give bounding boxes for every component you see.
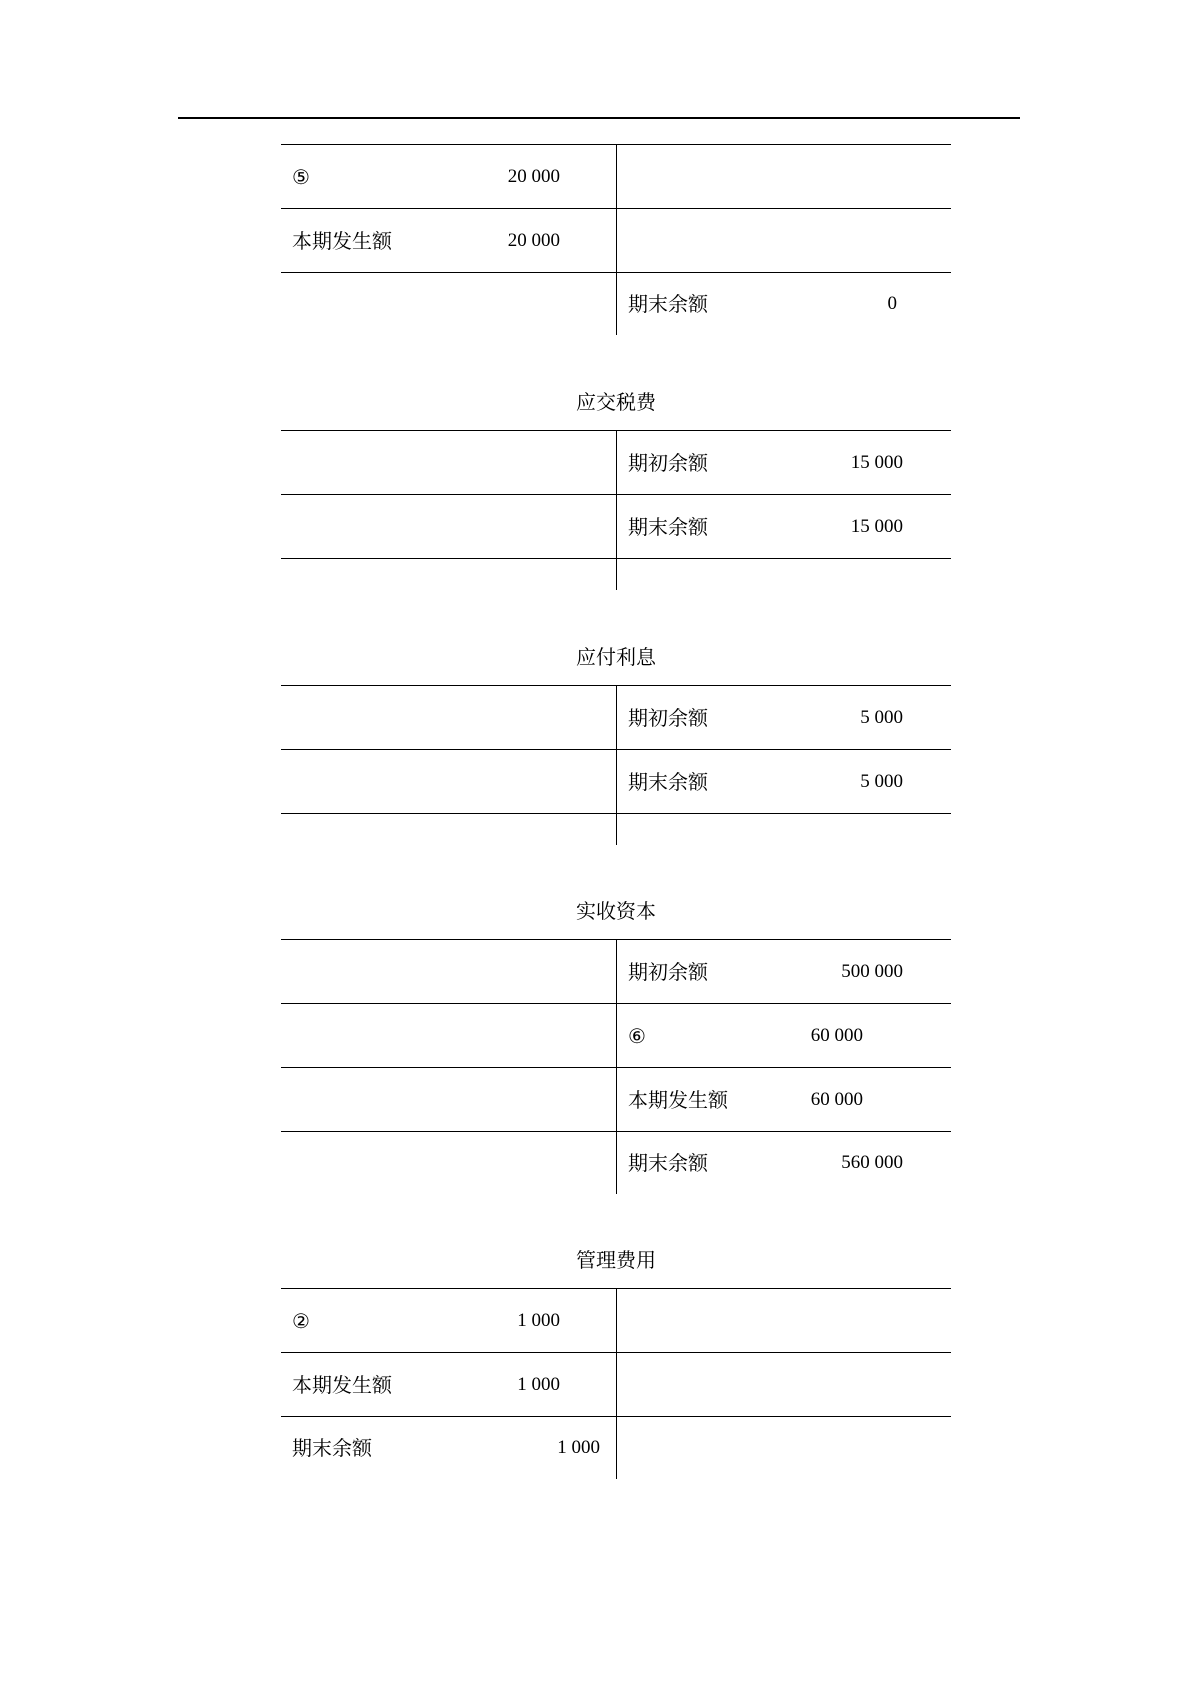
entry-label: 期末余额 [628, 1151, 708, 1175]
entry-amount: 0 [887, 293, 897, 314]
table-row [281, 1417, 951, 1479]
t-account-paid-in-capital [281, 899, 951, 1194]
entry-amount: 20 000 [507, 165, 560, 187]
table-row [281, 1004, 951, 1068]
t-account-table [281, 1288, 951, 1479]
entry-amount: 560 000 [841, 1152, 903, 1173]
entry-label: 期初余额 [628, 705, 708, 730]
entry-amount: 15 000 [850, 451, 903, 473]
entry-label: 本期发生额 [292, 228, 392, 253]
t-account-continued [281, 144, 951, 335]
entry-label: 期末余额 [292, 1436, 372, 1460]
entry-label: ⑤ [292, 164, 310, 189]
table-row [281, 495, 951, 559]
entry-amount: 60 000 [810, 1088, 863, 1110]
t-account-taxes-payable [281, 390, 951, 590]
table-row [281, 1068, 951, 1132]
entry-amount: 20 000 [507, 229, 560, 251]
table-row [281, 1289, 951, 1353]
entry-amount: 1 000 [557, 1437, 600, 1458]
entry-label: ② [292, 1308, 310, 1333]
entry-label: 本期发生额 [292, 1372, 392, 1397]
entry-label: 期初余额 [628, 450, 708, 475]
entry-amount: 1 000 [517, 1309, 560, 1331]
table-row [281, 559, 951, 590]
entry-amount: 5 000 [860, 706, 903, 728]
table-row [281, 1132, 951, 1194]
entry-label: 本期发生额 [628, 1087, 728, 1112]
entry-label: 期末余额 [628, 769, 708, 794]
entry-label: 期初余额 [628, 959, 708, 984]
account-title: 实收资本 [576, 899, 656, 923]
entry-amount: 15 000 [850, 515, 903, 537]
table-row [281, 686, 951, 750]
t-account-table [281, 430, 951, 590]
entry-amount: 5 000 [860, 770, 903, 792]
t-account-table [281, 685, 951, 845]
table-row [281, 814, 951, 845]
entry-label: 期末余额 [628, 514, 708, 539]
account-title: 应交税费 [576, 390, 656, 414]
entry-amount: 1 000 [517, 1373, 560, 1395]
t-account-administrative-expenses [281, 1248, 951, 1479]
table-row [281, 273, 951, 335]
table-row [281, 145, 951, 209]
t-account-interest-payable [281, 645, 951, 845]
account-title: 管理费用 [576, 1248, 656, 1272]
table-row [281, 209, 951, 273]
header-rule [178, 117, 1020, 119]
entry-amount: 60 000 [810, 1024, 863, 1046]
entry-label: ⑥ [628, 1023, 646, 1048]
table-row [281, 1353, 951, 1417]
entry-amount: 500 000 [841, 960, 903, 982]
account-title: 应付利息 [576, 645, 656, 669]
entry-label: 期末余额 [628, 292, 708, 316]
t-account-table [281, 939, 951, 1194]
t-account-table [281, 144, 951, 335]
table-row [281, 940, 951, 1004]
table-row [281, 431, 951, 495]
table-row [281, 750, 951, 814]
